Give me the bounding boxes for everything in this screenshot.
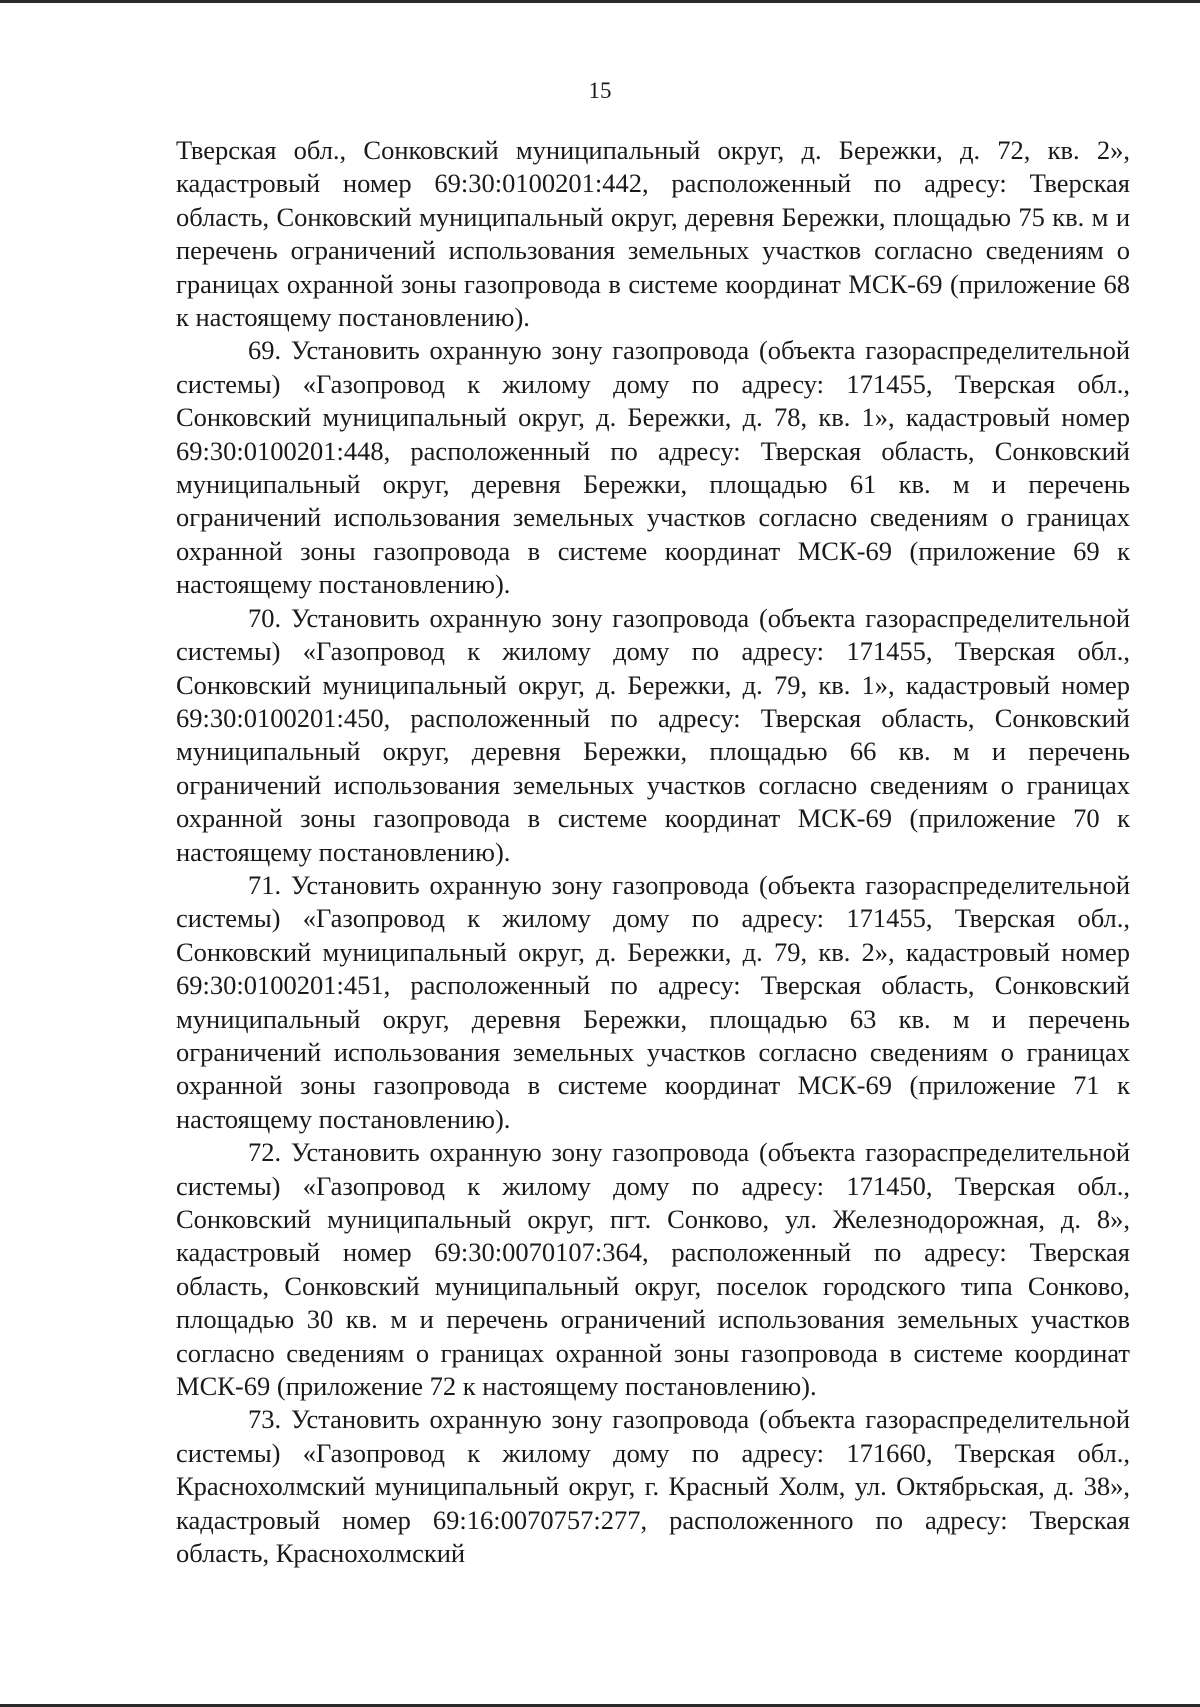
document-body [176,134,1130,1570]
paragraph-continued [176,134,1130,334]
paragraph-item-70 [176,602,1130,869]
paragraph-text: Установить охранную зону газопровода (объекта газораспределительной системы) «Газопровод к жилому дому по адресу: 171455, Тверская обл., Сонковский муниципальный округ, д. Бережки, д. 79, кв. 1», кадастровый номер 69:30:0100201:450, расположенный по адресу: Тверская область, Сонковский муниципальный округ, деревня Бережки, площадью 66 кв. м и перечень ограничений использования земельных участков согласно сведениям о границах охранной зоны газопровода в системе координат МСК-69 (приложение 70 к настоящему постановлению). [176,602,1130,867]
paragraph-item-72 [176,1136,1130,1403]
paragraph-item-69 [176,334,1130,601]
page-number: 15 [588,78,612,103]
paragraph-item-71 [176,869,1130,1136]
item-number: 72. [248,1137,282,1168]
paragraph-text: Установить охранную зону газопровода (объекта газораспределительной системы) «Газопровод к жилому дому по адресу: 171660, Тверская обл., Краснохолмский муниципальный округ, г. Красный Холм, ул. Октябрьская, д. 38», кадастровый номер 69:16:0070757:277, расположенного по адресу: Тверская область, Краснохолмский [176,1404,1130,1569]
item-number: 71. [248,869,282,900]
paragraph-item-73 [176,1403,1130,1570]
paragraph-text: Установить охранную зону газопровода (объекта газораспределительной системы) «Газопровод к жилому дому по адресу: 171455, Тверская обл., Сонковский муниципальный округ, д. Бережки, д. 79, кв. 2», кадастровый номер 69:30:0100201:451, расположенный по адресу: Тверская область, Сонковский муниципальный округ, деревня Бережки, площадью 63 кв. м и перечень ограничений использования земельных участков согласно сведениям о границах охранной зоны газопровода в системе координат МСК-69 (приложение 71 к настоящему постановлению). [176,869,1130,1134]
item-number: 69. [248,335,282,366]
paragraph-text: Установить охранную зону газопровода (объекта газораспределительной системы) «Газопровод к жилому дому по адресу: 171455, Тверская обл., Сонковский муниципальный округ, д. Бережки, д. 78, кв. 1», кадастровый номер 69:30:0100201:448, расположенный по адресу: Тверская область, Сонковский муниципальный округ, деревня Бережки, площадью 61 кв. м и перечень ограничений использования земельных участков согласно сведениям о границах охранной зоны газопровода в системе координат МСК-69 (приложение 69 к настоящему постановлению). [176,335,1130,600]
item-number: 70. [248,602,282,633]
paragraph-text: Установить охранную зону газопровода (объекта газораспределительной системы) «Газопровод к жилому дому по адресу: 171450, Тверская обл., Сонковский муниципальный округ, пгт. Сонково, ул. Железнодорожная, д. 8», кадастровый номер 69:30:0070107:364, расположенный по адресу: Тверская область, Сонковский муниципальный округ, поселок городского типа Сонково, площадью 30 кв. м и перечень ограничений использования земельных участков согласно сведениям о границах охранной зоны газопровода в системе координат МСК-69 (приложение 72 к настоящему постановлению). [176,1137,1130,1402]
paragraph-text: Тверская обл., Сонковский муниципальный округ, д. Бережки, д. 72, кв. 2», кадастровый номер 69:30:0100201:442, расположенный по адресу: Тверская область, Сонковский муниципальный округ, деревня Бережки, площадью 75 кв. м и перечень ограничений использования земельных участков согласно сведениям о границах охранной зоны газопровода в системе координат МСК-69 (приложение 68 к настоящему постановлению). [176,135,1130,333]
item-number: 73. [248,1404,282,1435]
